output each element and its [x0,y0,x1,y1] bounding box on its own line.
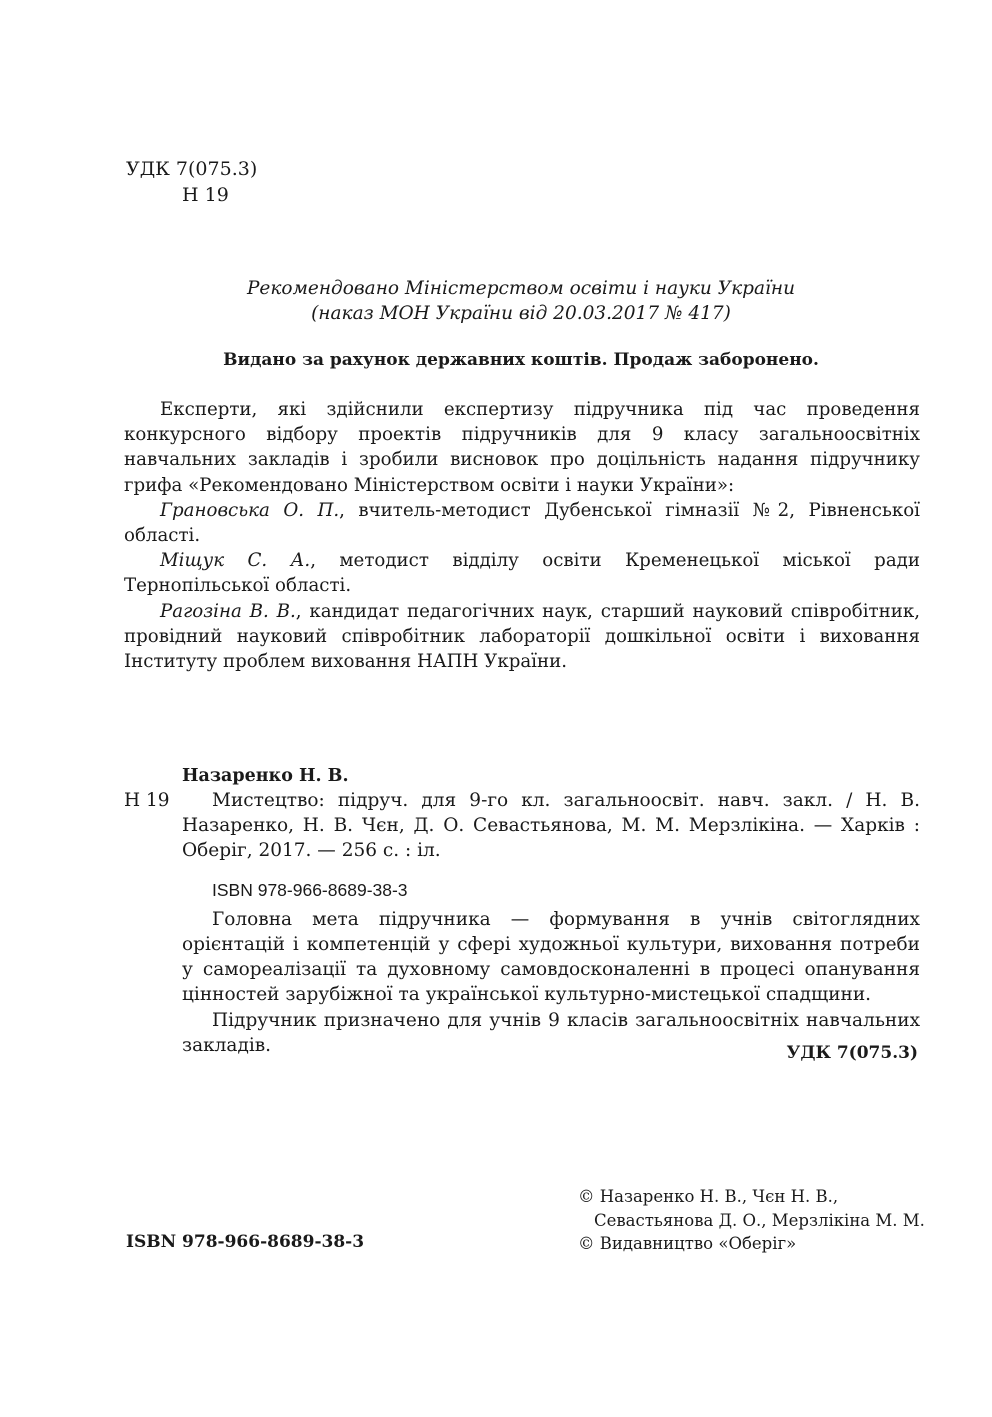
expert-description: , кандидат педагогічних наук, старший науковий співробітник, провідний науковий співробітник лабораторії дошкільної освіти і виховання Інституту проблем виховання НАПН України. [124,600,920,673]
recommendation-line-1: Рекомендовано Міністерством освіти і науки України [246,278,796,299]
catalog-udk: УДК 7(075.3) [786,1043,918,1063]
udk-header [126,156,257,208]
udk-code: УДК 7(075.3) [126,158,258,180]
catalog-code: Н 19 [124,790,170,811]
book-summary: Головна мета підручника — формування в учнів світоглядних орієнтацій і компетенцій у сфері художньої культури, виховання потреби у самореалізації та духовному самовдосконаленні в процесі опанування цінностей зарубіжної та української культурно-мистецької спадщини. [182,908,920,1006]
copyright-authors: © Назаренко Н. В., Чєн Н. В., [578,1187,839,1206]
experts-section [124,397,920,674]
expert-description: , методист відділу освіти Кременецької міської ради Тернопільської області. [124,550,920,597]
expert-entry [124,548,920,598]
expert-name: Міщук С. А. [160,550,311,572]
expert-entry [124,498,920,548]
author-mark: Н 19 [182,184,229,206]
catalog-author: Назаренко Н. В. [182,766,349,786]
bibliographic-description: Мистецтво: підруч. для 9-го кл. загальноосвіт. навч. закл. / Н. В. Назаренко, Н. В. Чєн, Д. О. Севастьянова, М. М. Мерзлікіна. — Харків : Оберіг, 2017. — 256 с. : іл. [182,790,920,862]
book-audience: Підручник призначено для учнів 9 класів загальноосвітніх навчальних закладів. [182,1009,920,1056]
expert-entry [124,599,920,675]
ministry-recommendation [126,276,916,326]
expert-name: Грановська О. П. [160,499,340,521]
catalog-isbn: ISBN 978-966-8689-38-3 [212,879,408,900]
experts-intro: Експерти, які здійснили експертизу підручника під час проведення конкурсного відбору проектів підручників для 9 класу загальноосвітніх навчальних закладів і зробили висновок про доцільність надання підручнику грифа «Рекомендовано Міністерством освіти і науки України»: [124,399,920,496]
copyright-publisher: © Видавництво «Оберіг» [578,1234,797,1253]
copyright-authors-cont: Севастьянова Д. О., Мерзлікіна М. М. [594,1210,925,1230]
catalog-card [182,788,920,1058]
funding-notice: Видано за рахунок державних коштів. Продаж заборонено. [223,350,819,370]
copyright-block [578,1185,925,1256]
expert-description: , вчитель-методист Дубенської гімназії №2, Рівненської області. [124,499,920,547]
recommendation-line-2: (наказ МОН України від 20.03.2017 № 417) [311,303,731,324]
isbn-footer: ISBN 978-966-8689-38-3 [126,1232,365,1252]
expert-name: Рагозіна В. В. [160,600,296,622]
